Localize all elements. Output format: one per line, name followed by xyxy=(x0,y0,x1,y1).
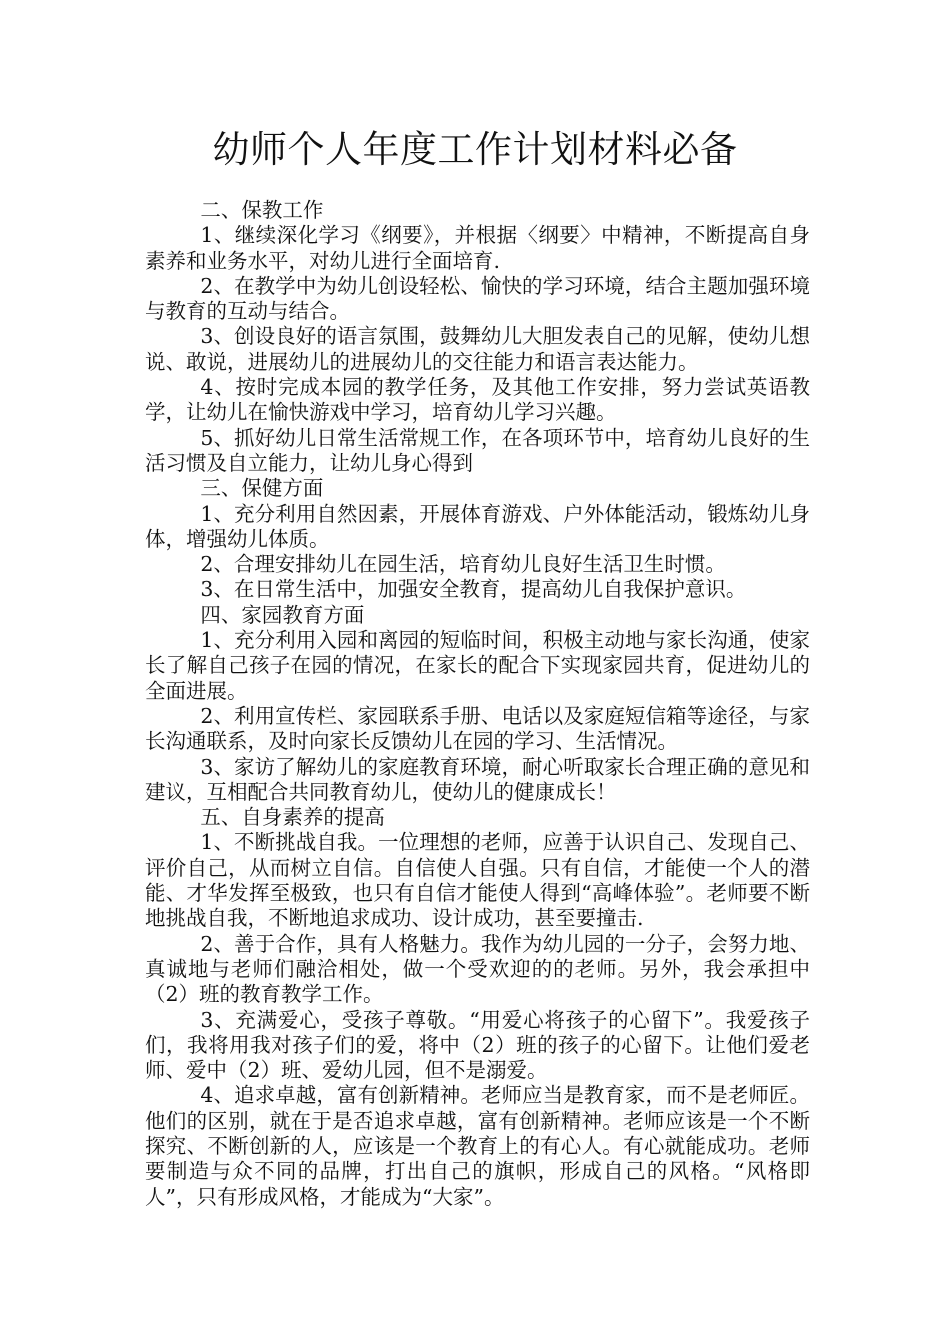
paragraph: 2、合理安排幼儿在园生活，培育幼儿良好生活卫生时惯。 xyxy=(200,552,726,577)
paragraph: 3、在日常生活中，加强安全教育，提高幼儿自我保护意识。 xyxy=(200,577,747,602)
paragraph: 4、追求卓越，富有创新精神。老师应当是教育家，而不是老师匠。他们的区别，就在于是否追求卓越，富有创新精神。老师应该是一个不断探究、不断创新的人，应该是一个教育上的有心人。有心就能成功。老师要制造与众不同的品牌，打出自己的旗帜，形成自己的风格。“风格即人”，只有形成风格，才能成为“大家”。 xyxy=(145,1083,810,1209)
paragraph: 3、充满爱心，受孩子尊敬。“用爱心将孩子的心留下”。我爱孩子们，我将用我对孩子们的爱，将中（2）班的孩子的心留下。让他们爱老师、爱中（2）班、爱幼儿园，但不是溺爱。 xyxy=(145,1007,810,1083)
section-heading-home-school: 四、家园教育方面 xyxy=(200,602,365,627)
section-heading-health-care: 三、保健方面 xyxy=(200,476,324,501)
document-title: 幼师个人年度工作计划材料必备 xyxy=(212,128,738,171)
paragraph: 4、按时完成本园的教学任务，及其他工作安排，努力尝试英语教学，让幼儿在愉快游戏中学习，培育幼儿学习兴趣。 xyxy=(145,375,810,425)
paragraph: 5、抓好幼儿日常生活常规工作，在各项环节中，培育幼儿良好的生活习惯及自立能力，让幼儿身心得到 xyxy=(145,425,810,475)
paragraph: 1、继续深化学习《纲要》，并根据〈纲要〉中精神，不断提高自身素养和业务水平，对幼儿进行全面培育. xyxy=(145,223,810,273)
document-body xyxy=(145,198,810,1210)
section-heading-self-improvement: 五、自身素养的提高 xyxy=(200,805,385,830)
paragraph: 2、在教学中为幼儿创设轻松、愉快的学习环境，结合主题加强环境与教育的互动与结合。 xyxy=(145,273,810,324)
paragraph: 1、不断挑战自我。一位理想的老师，应善于认识自己、发现自己、评价自己，从而树立自信。自信使人自强。只有自信，才能使一个人的潜能、才华发挥至极致，也只有自信才能使人得到“高峰体验”。老师要不断地挑战自我，不断地追求成功、设计成功，甚至要撞击. xyxy=(145,830,810,931)
paragraph: 3、创设良好的语言氛围，鼓舞幼儿大胆发表自己的见解，使幼儿想说、敢说，进展幼儿的进展幼儿的交往能力和语言表达能力。 xyxy=(145,324,810,374)
paragraph: 1、充分利用自然因素，开展体育游戏、户外体能活动，锻炼幼儿身体，增强幼儿体质。 xyxy=(145,501,810,551)
paragraph: 2、利用宣传栏、家园联系手册、电话以及家庭短信箱等途径，与家长沟通联系，及时向家长反馈幼儿在园的学习、生活情况。 xyxy=(145,703,810,754)
paragraph: 3、家访了解幼儿的家庭教育环境，耐心听取家长合理正确的意见和建议，互相配合共同教育幼儿，使幼儿的健康成长！ xyxy=(145,754,810,804)
paragraph: 1、充分利用入园和离园的短临时间，积极主动地与家长沟通，使家长了解自己孩子在园的情况，在家长的配合下实现家园共育，促进幼儿的全面进展。 xyxy=(145,628,810,703)
section-heading-care-education: 二、保教工作 xyxy=(200,198,324,222)
paragraph: 2、善于合作，具有人格魅力。我作为幼儿园的一分子，会努力地、真诚地与老师们融洽相处，做一个受欢迎的的老师。另外，我会承担中（2）班的教育教学工作。 xyxy=(145,931,810,1007)
